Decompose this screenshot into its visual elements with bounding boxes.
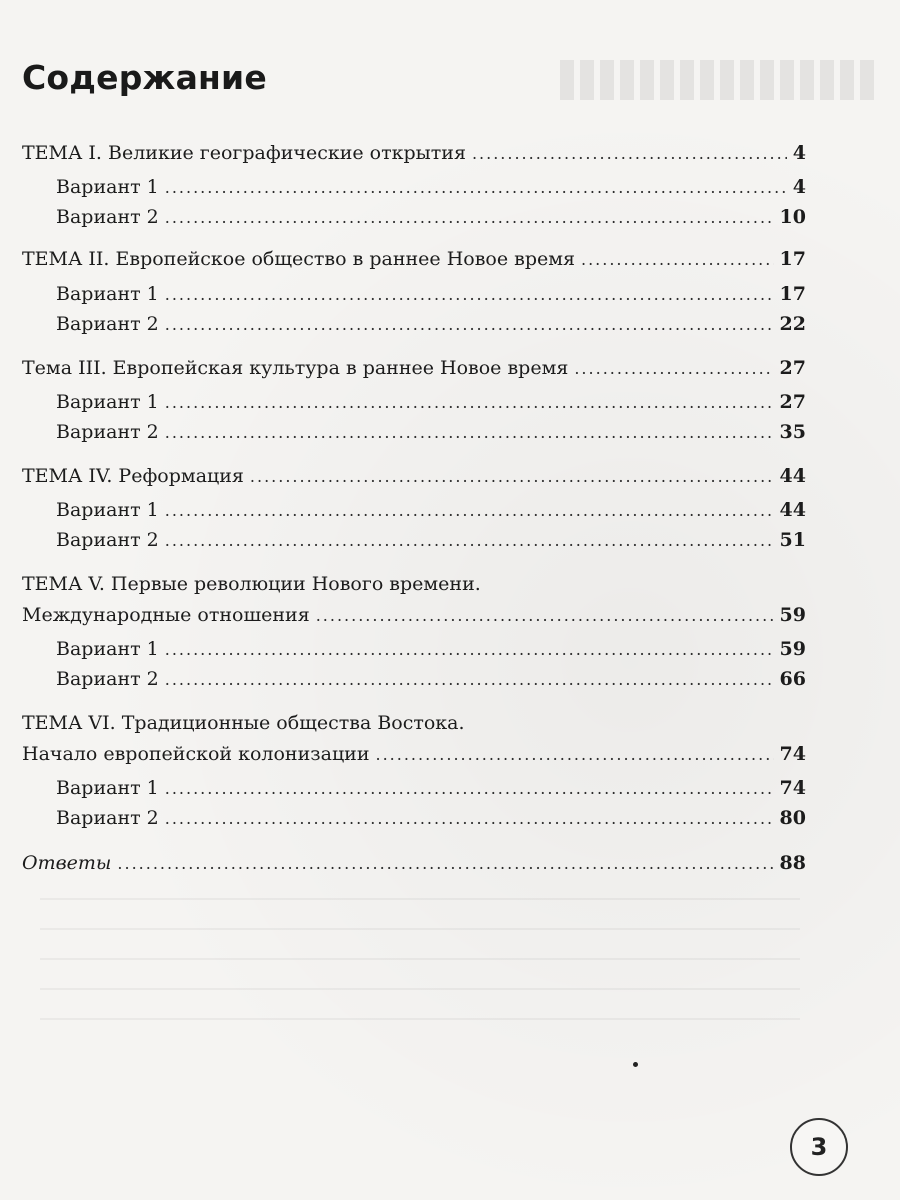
leader-dots — [165, 807, 774, 831]
toc-entry-label: Международные отношения — [22, 604, 310, 626]
leader-dots — [117, 852, 773, 876]
toc-entry-label: Тема III. Европейская культура в раннее Новое время — [22, 357, 569, 379]
toc-entry-label: Вариант 2 — [56, 206, 159, 228]
toc-page-number: 4 — [792, 176, 806, 198]
toc-page-number: 27 — [779, 391, 806, 413]
toc-entry-label: Вариант 2 — [56, 668, 159, 690]
toc-page-number: 22 — [779, 313, 806, 335]
toc-entry-variant[interactable] — [56, 312, 806, 337]
toc-page-number: 59 — [779, 604, 806, 626]
leader-dots — [165, 638, 774, 662]
toc-entry-topic-5[interactable] — [22, 603, 806, 628]
toc-entry-variant[interactable] — [56, 175, 806, 200]
toc-page-number: 10 — [779, 206, 806, 228]
toc-entry-label: Вариант 2 — [56, 529, 159, 551]
toc-entry-variant[interactable] — [56, 205, 806, 230]
toc-entry-label: Вариант 2 — [56, 421, 159, 443]
toc-page-number: 17 — [779, 248, 806, 270]
toc-entry-topic-6-line-1[interactable]: ТЕМА VI. Традиционные общества Востока. — [22, 712, 465, 734]
toc-entry-variant[interactable] — [56, 667, 806, 692]
leader-dots — [165, 499, 774, 523]
toc-entry-label: Вариант 1 — [56, 499, 159, 521]
toc-entry-label: Вариант 2 — [56, 807, 159, 829]
toc-entry-answers[interactable] — [22, 851, 806, 876]
toc-entry-variant[interactable] — [56, 528, 806, 553]
toc-entry-label: ТЕМА I. Великие географические открытия — [22, 142, 466, 164]
leader-dots — [574, 357, 773, 381]
toc-page-number: 44 — [779, 465, 806, 487]
toc-entry-topic-4[interactable] — [22, 464, 806, 489]
leader-dots — [165, 777, 774, 801]
toc-page-number: 88 — [779, 852, 806, 874]
toc-page-number: 44 — [779, 499, 806, 521]
toc-entry-label: ТЕМА IV. Реформация — [22, 465, 244, 487]
leader-dots — [472, 142, 787, 166]
toc-entry-topic-1[interactable] — [22, 141, 806, 166]
toc-page-number: 74 — [779, 777, 806, 799]
leader-dots — [165, 421, 774, 445]
page-title: Содержание — [22, 58, 267, 97]
leader-dots — [316, 604, 774, 628]
leader-dots — [165, 283, 774, 307]
toc-entry-label: Вариант 2 — [56, 313, 159, 335]
toc-entry-label: Ответы — [22, 852, 112, 874]
page-number-badge: 3 — [790, 1118, 848, 1176]
toc-entry-label: Вариант 1 — [56, 391, 159, 413]
toc-entry-variant[interactable] — [56, 637, 806, 662]
toc-entry-label: ТЕМА II. Европейское общество в раннее Новое время — [22, 248, 575, 270]
leader-dots — [581, 248, 774, 272]
leader-dots — [165, 206, 774, 230]
toc-entry-variant[interactable] — [56, 420, 806, 445]
leader-dots — [165, 529, 774, 553]
toc-entry-topic-3[interactable] — [22, 356, 806, 381]
leader-dots — [165, 391, 774, 415]
toc-entry-variant[interactable] — [56, 806, 806, 831]
toc-page-number: 74 — [779, 743, 806, 765]
toc-page-number: 35 — [779, 421, 806, 443]
leader-dots — [165, 176, 787, 200]
toc-page-number: 27 — [779, 357, 806, 379]
toc-entry-topic-2[interactable] — [22, 247, 806, 272]
leader-dots — [165, 313, 774, 337]
toc-entry-topic-5-line-1[interactable]: ТЕМА V. Первые революции Нового времени. — [22, 573, 481, 595]
leader-dots — [250, 465, 774, 489]
toc-page-number: 51 — [779, 529, 806, 551]
leader-dots — [376, 743, 774, 767]
toc-page-number: 4 — [792, 142, 806, 164]
print-dot-mark — [633, 1062, 638, 1067]
toc-entry-label: Вариант 1 — [56, 777, 159, 799]
toc-entry-label: Вариант 1 — [56, 638, 159, 660]
toc-page-number: 17 — [779, 283, 806, 305]
toc-page-number: 80 — [779, 807, 806, 829]
toc-page-number: 66 — [779, 668, 806, 690]
toc-entry-variant[interactable] — [56, 390, 806, 415]
toc-entry-label: Начало европейской колонизации — [22, 743, 370, 765]
toc-entry-label: Вариант 1 — [56, 176, 159, 198]
toc-entry-variant[interactable] — [56, 498, 806, 523]
toc-entry-topic-6[interactable] — [22, 742, 806, 767]
toc-entry-variant[interactable] — [56, 282, 806, 307]
leader-dots — [165, 668, 774, 692]
toc-page-number: 59 — [779, 638, 806, 660]
toc-entry-variant[interactable] — [56, 776, 806, 801]
toc-entry-label: Вариант 1 — [56, 283, 159, 305]
